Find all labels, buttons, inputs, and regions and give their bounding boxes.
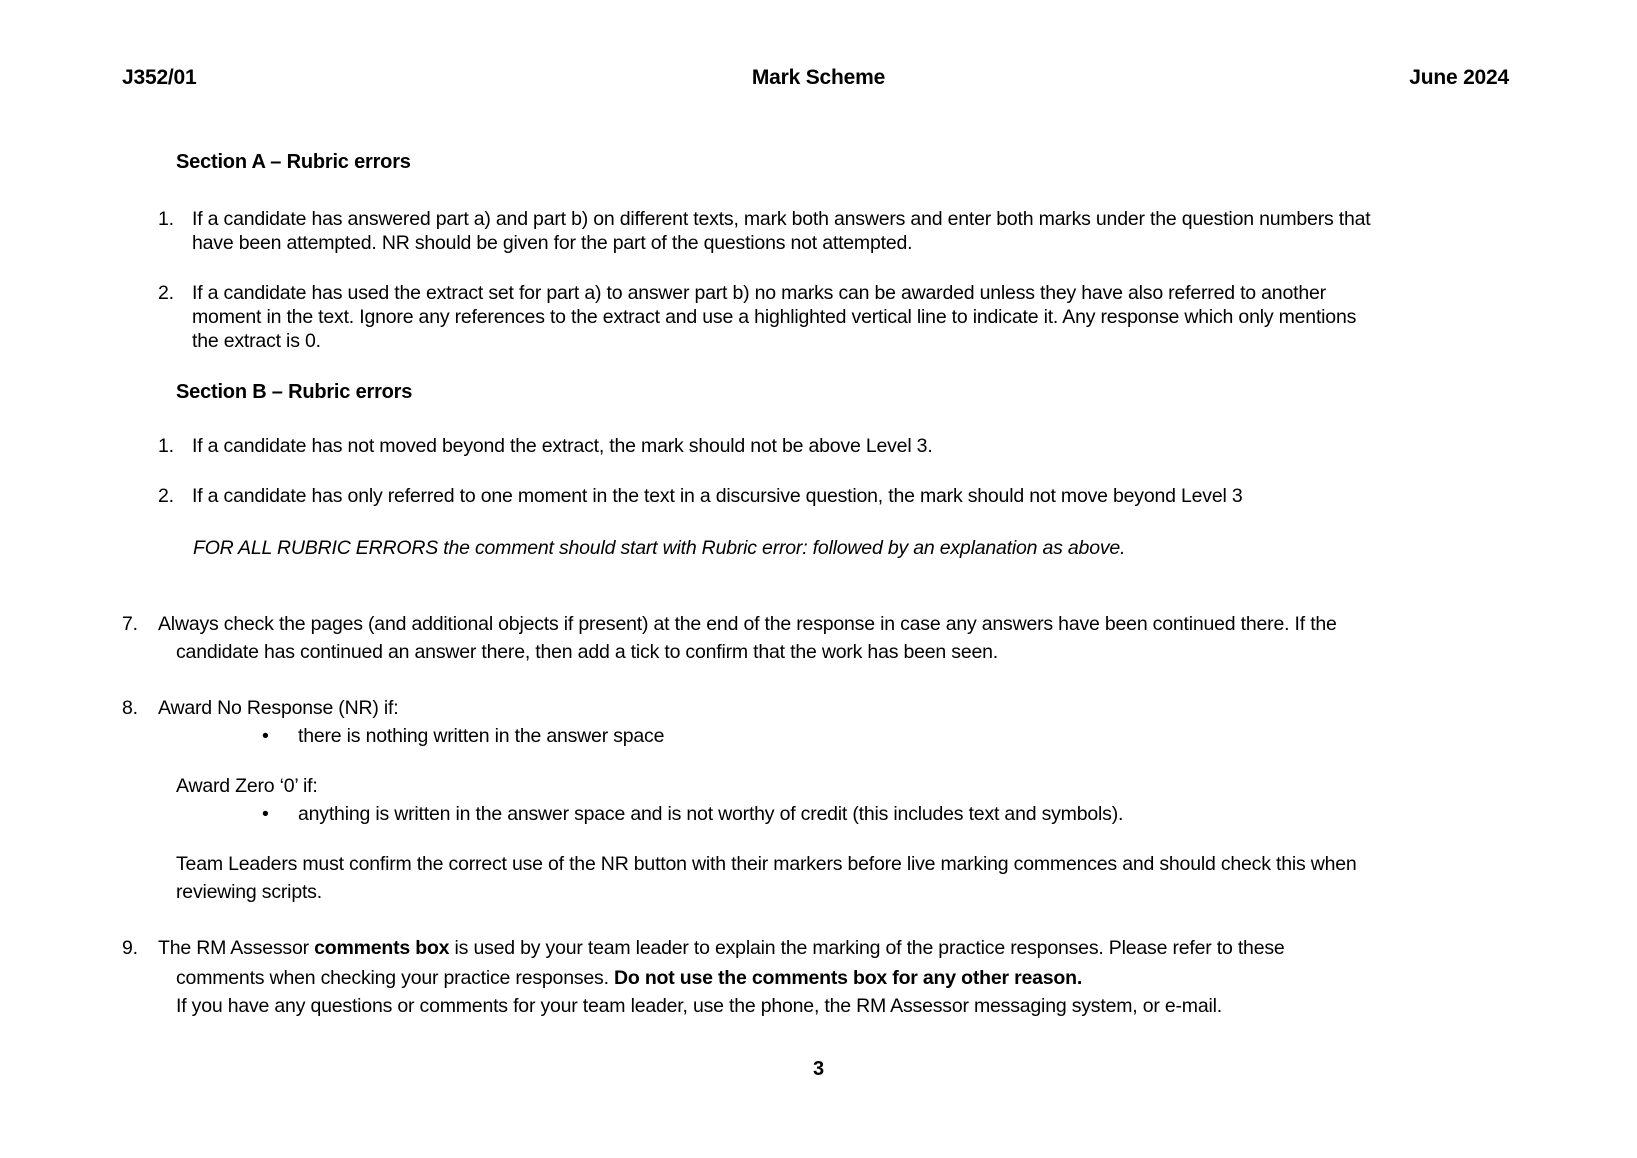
text-segment: The RM Assessor bbox=[158, 937, 315, 959]
point-text-line: If you have any questions or comments for your team leader, use the phone, the RM Assessor messaging system, or e-mail. bbox=[176, 995, 1222, 1017]
page-number: 3 bbox=[813, 1058, 824, 1080]
paper-code: J352/01 bbox=[122, 66, 197, 89]
item-text-line: If a candidate has answered part a) and part b) on different texts, mark both answers and enter both marks under the question numbers that bbox=[192, 208, 1371, 230]
team-leaders-line: reviewing scripts. bbox=[176, 881, 322, 903]
section-b-heading: Section B – Rubric errors bbox=[176, 381, 413, 403]
bullet-icon: • bbox=[262, 725, 269, 747]
point-text-line: Always check the pages (and additional objects if present) at the end of the response in case any answers have been continued there. If the bbox=[158, 613, 1337, 635]
nr-bullet-text: there is nothing written in the answer space bbox=[298, 725, 665, 747]
item-text-line: the extract is 0. bbox=[192, 330, 321, 352]
item-text-line: moment in the text. Ignore any references to the extract and use a highlighted vertical line to indicate it. Any response which only mentions bbox=[192, 306, 1357, 328]
text-segment: comments when checking your practice responses. bbox=[176, 967, 615, 989]
item-number: 1. bbox=[158, 435, 174, 457]
emphasis-comments-box: comments box bbox=[314, 937, 450, 959]
item-text-line: If a candidate has not moved beyond the extract, the mark should not be above Level 3. bbox=[192, 435, 933, 457]
point-text-line bbox=[158, 936, 1285, 960]
item-number: 1. bbox=[158, 208, 174, 230]
emphasis-warning: Do not use the comments box for any other reason. bbox=[614, 967, 1083, 989]
point-number: 7. bbox=[122, 613, 138, 635]
rubric-note: FOR ALL RUBRIC ERRORS the comment should start with Rubric error: followed by an explanation as above. bbox=[193, 537, 1126, 559]
team-leaders-line: Team Leaders must confirm the correct use of the NR button with their markers before live marking commences and should check this when bbox=[176, 853, 1357, 875]
item-number: 2. bbox=[158, 485, 174, 507]
page-title: Mark Scheme bbox=[751, 66, 886, 89]
point-text-line: candidate has continued an answer there, then add a tick to confirm that the work has been seen. bbox=[176, 641, 998, 663]
item-text-line: If a candidate has used the extract set for part a) to answer part b) no marks can be awarded unless they have also referred to another bbox=[192, 282, 1326, 304]
item-text-line: If a candidate has only referred to one moment in the text in a discursive question, the mark should not move beyond Level 3 bbox=[192, 485, 1243, 507]
item-text-line: have been attempted. NR should be given for the part of the questions not attempted. bbox=[192, 232, 913, 254]
nr-heading: Award No Response (NR) if: bbox=[158, 697, 399, 719]
zero-heading: Award Zero ‘0’ if: bbox=[176, 775, 318, 797]
text-segment: is used by your team leader to explain the marking of the practice responses. Please refer to these bbox=[449, 937, 1285, 959]
item-number: 2. bbox=[158, 282, 174, 304]
zero-bullet-text: anything is written in the answer space and is not worthy of credit (this includes text and symbols). bbox=[298, 803, 1124, 825]
exam-date: June 2024 bbox=[1409, 66, 1509, 89]
point-number: 9. bbox=[122, 937, 138, 959]
point-number: 8. bbox=[122, 697, 138, 719]
section-a-heading: Section A – Rubric errors bbox=[176, 151, 411, 173]
bullet-icon: • bbox=[262, 803, 269, 825]
point-text-line bbox=[176, 966, 1082, 990]
